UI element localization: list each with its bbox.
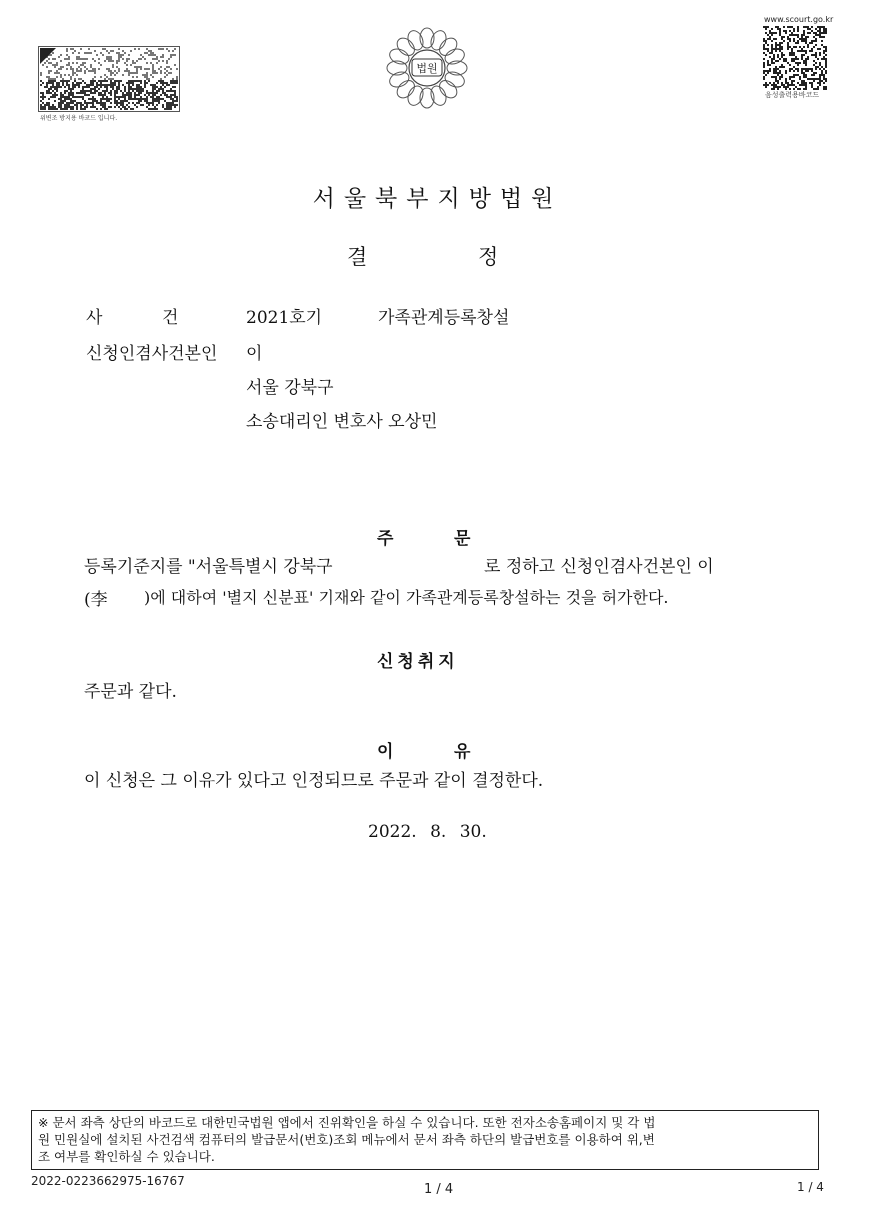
case-label-right: 건 [162, 308, 179, 328]
order-heading-right: 문 [454, 529, 471, 549]
notice-line-1: ※ 문서 좌측 상단의 바코드로 대한민국법원 앱에서 진위확인을 하실 수 있습니다. 또한 전자소송홈페이지 및 각 법 [38, 1115, 656, 1130]
reason-heading-right: 유 [454, 742, 471, 762]
order-line1-b: 로 정하고 신청인겸사건본인 이 [484, 557, 714, 577]
anti-forgery-barcode [38, 46, 180, 112]
decision-date: 2022. 8. 30. [368, 822, 487, 842]
case-number: 2021호기 [246, 308, 323, 328]
purpose-text: 주문과 같다. [84, 682, 177, 702]
applicant-attorney: 소송대리인 변호사 오상민 [246, 412, 438, 432]
order-line2-a: (李 [84, 590, 108, 610]
order-heading-left: 주 [377, 529, 394, 549]
qr-caption: 음성출력용바코드 [765, 91, 820, 99]
doc-type-left: 결 [347, 245, 368, 269]
barcode-caption: 위변조 방지용 바코드 입니다. [40, 115, 118, 122]
voice-output-qr-code [763, 26, 827, 90]
applicant-label: 신청인겸사건본인 [86, 344, 218, 364]
reason-text: 이 신청은 그 이유가 있다고 인정되므로 주문과 같이 결정한다. [84, 771, 544, 791]
court-seal-icon [384, 22, 470, 112]
seal-text: 법원 [416, 62, 438, 75]
page-number-right: 1 / 4 [797, 1180, 824, 1194]
order-line2-b: )에 대하여 '별지 신분표' 기재와 같이 가족관계등록창설하는 것을 허가한다. [144, 588, 669, 607]
applicant-name: 이 [246, 344, 263, 364]
doc-type-right: 정 [478, 245, 499, 269]
notice-line-2: 원 민원실에 설치된 사건검색 컴퓨터의 발급문서(번호)조회 메뉴에서 문서 좌측 하단의 발급번호를 이용하여 위,변 [38, 1132, 655, 1147]
page-number-center: 1 / 4 [424, 1182, 454, 1197]
reason-heading-left: 이 [377, 742, 394, 762]
notice-line-3: 조 여부를 확인하실 수 있습니다. [38, 1149, 215, 1164]
qr-url: www.scourt.go.kr [764, 15, 834, 24]
case-label-left: 사 [86, 308, 103, 328]
verification-notice [31, 1110, 819, 1170]
order-line1-a: 등록기준지를 "서울특별시 강북구 [84, 557, 333, 577]
court-name: 서울북부지방법원 [312, 186, 563, 212]
case-title: 가족관계등록창설 [378, 308, 510, 328]
issue-number: 2022-0223662975-16767 [31, 1174, 185, 1188]
applicant-address: 서울 강북구 [246, 378, 334, 398]
purpose-heading: 신청취지 [377, 652, 459, 672]
